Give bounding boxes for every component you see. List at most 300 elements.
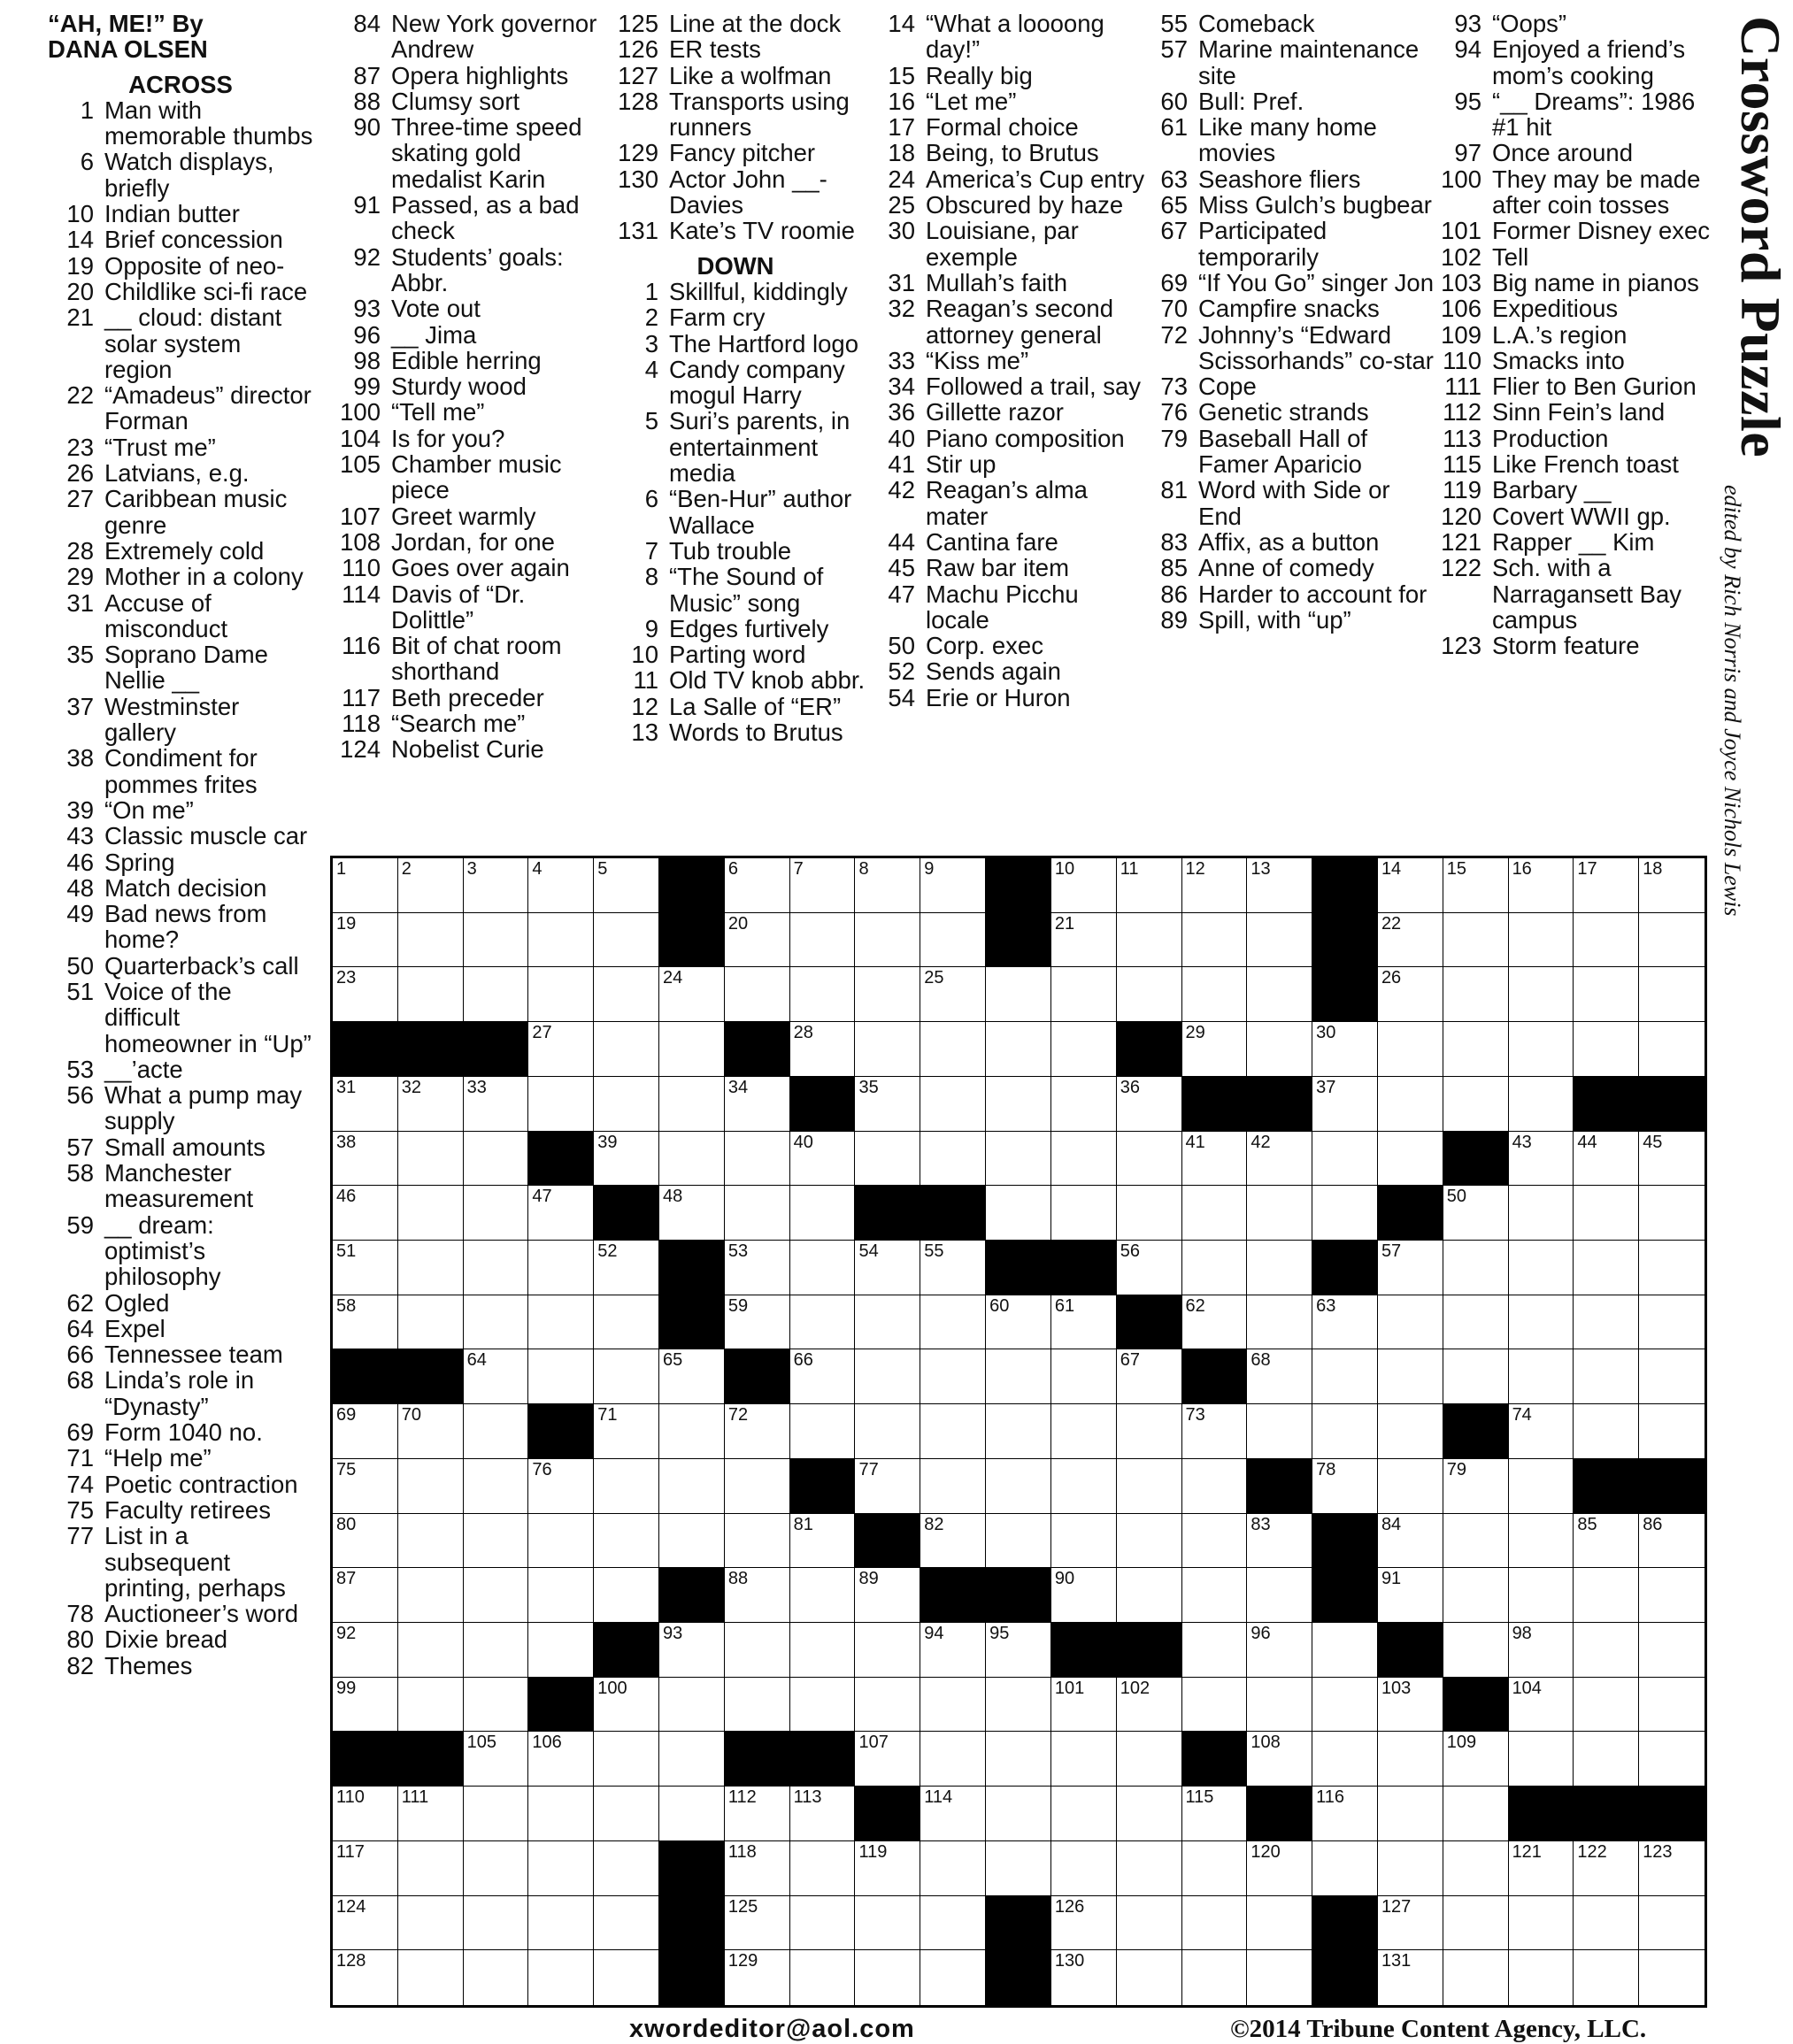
grid-cell[interactable]: [855, 858, 920, 913]
grid-cell[interactable]: [725, 858, 790, 913]
grid-cell[interactable]: [594, 1459, 659, 1514]
grid-cell[interactable]: [1051, 1077, 1117, 1132]
grid-cell[interactable]: [594, 1841, 659, 1896]
grid-cell[interactable]: [398, 1295, 464, 1350]
grid-cell[interactable]: [986, 1623, 1051, 1678]
grid-cell[interactable]: [790, 858, 856, 913]
grid-cell[interactable]: [659, 1404, 725, 1459]
grid-cell[interactable]: [333, 967, 398, 1022]
grid-cell[interactable]: [1247, 1568, 1312, 1623]
grid-cell[interactable]: [1443, 967, 1509, 1022]
grid-cell[interactable]: [725, 1132, 790, 1187]
grid-cell[interactable]: [1639, 967, 1705, 1022]
grid-cell[interactable]: [659, 1787, 725, 1841]
grid-cell[interactable]: [1117, 1404, 1182, 1459]
grid-cell[interactable]: [920, 1787, 986, 1841]
grid-cell[interactable]: [1247, 1132, 1312, 1187]
grid-cell[interactable]: [1051, 1514, 1117, 1569]
grid-cell[interactable]: [1378, 1349, 1443, 1404]
grid-cell[interactable]: [1574, 1186, 1639, 1241]
grid-cell[interactable]: [725, 1896, 790, 1951]
grid-cell[interactable]: [1051, 858, 1117, 913]
grid-cell[interactable]: [1051, 1787, 1117, 1841]
grid-cell[interactable]: [725, 1514, 790, 1569]
grid-cell[interactable]: [986, 1132, 1051, 1187]
grid-cell[interactable]: [1574, 1896, 1639, 1951]
grid-cell[interactable]: [855, 1623, 920, 1678]
grid-cell[interactable]: [1639, 1678, 1705, 1733]
grid-cell[interactable]: [528, 1186, 594, 1241]
grid-cell[interactable]: [1051, 1459, 1117, 1514]
grid-cell[interactable]: [986, 1732, 1051, 1787]
grid-cell[interactable]: [464, 1186, 529, 1241]
grid-cell[interactable]: [1182, 1787, 1248, 1841]
grid-cell[interactable]: [1639, 1186, 1705, 1241]
grid-cell[interactable]: [659, 1132, 725, 1187]
grid-cell[interactable]: [1443, 1514, 1509, 1569]
grid-cell[interactable]: [1247, 858, 1312, 913]
grid-cell[interactable]: [1117, 1459, 1182, 1514]
grid-cell[interactable]: [1574, 1732, 1639, 1787]
grid-cell[interactable]: [855, 1022, 920, 1077]
grid-cell[interactable]: [594, 1132, 659, 1187]
grid-cell[interactable]: [790, 1896, 856, 1951]
grid-cell[interactable]: [398, 1896, 464, 1951]
grid-cell[interactable]: [1247, 1623, 1312, 1678]
grid-cell[interactable]: [790, 967, 856, 1022]
grid-cell[interactable]: [1247, 1349, 1312, 1404]
grid-cell[interactable]: [920, 967, 986, 1022]
grid-cell[interactable]: [1443, 1022, 1509, 1077]
grid-cell[interactable]: [1639, 1404, 1705, 1459]
grid-cell[interactable]: [528, 1514, 594, 1569]
grid-cell[interactable]: [1509, 1459, 1574, 1514]
grid-cell[interactable]: [594, 1022, 659, 1077]
grid-cell[interactable]: [398, 1077, 464, 1132]
grid-cell[interactable]: [1182, 1678, 1248, 1733]
grid-cell[interactable]: [333, 1678, 398, 1733]
grid-cell[interactable]: [725, 1950, 790, 2005]
grid-cell[interactable]: [1639, 1732, 1705, 1787]
grid-cell[interactable]: [855, 1349, 920, 1404]
grid-cell[interactable]: [1051, 1896, 1117, 1951]
grid-cell[interactable]: [1117, 1349, 1182, 1404]
grid-cell[interactable]: [1378, 1404, 1443, 1459]
grid-cell[interactable]: [1509, 913, 1574, 968]
grid-cell[interactable]: [528, 1295, 594, 1350]
grid-cell[interactable]: [855, 1732, 920, 1787]
grid-cell[interactable]: [333, 913, 398, 968]
grid-cell[interactable]: [594, 1514, 659, 1569]
grid-cell[interactable]: [1574, 1568, 1639, 1623]
grid-cell[interactable]: [790, 1349, 856, 1404]
grid-cell[interactable]: [659, 1678, 725, 1733]
grid-cell[interactable]: [333, 1077, 398, 1132]
grid-cell[interactable]: [1378, 1841, 1443, 1896]
grid-cell[interactable]: [333, 1459, 398, 1514]
grid-cell[interactable]: [1509, 1186, 1574, 1241]
grid-cell[interactable]: [1574, 858, 1639, 913]
grid-cell[interactable]: [920, 1295, 986, 1350]
grid-cell[interactable]: [1574, 1404, 1639, 1459]
grid-cell[interactable]: [1443, 1241, 1509, 1295]
grid-cell[interactable]: [920, 1022, 986, 1077]
grid-cell[interactable]: [464, 1459, 529, 1514]
grid-cell[interactable]: [1378, 1896, 1443, 1951]
grid-cell[interactable]: [1443, 1841, 1509, 1896]
grid-cell[interactable]: [1117, 1678, 1182, 1733]
grid-cell[interactable]: [1378, 1568, 1443, 1623]
grid-cell[interactable]: [920, 1077, 986, 1132]
grid-cell[interactable]: [594, 1349, 659, 1404]
grid-cell[interactable]: [528, 1841, 594, 1896]
grid-cell[interactable]: [855, 1841, 920, 1896]
grid-cell[interactable]: [398, 913, 464, 968]
grid-cell[interactable]: [528, 1950, 594, 2005]
grid-cell[interactable]: [725, 1295, 790, 1350]
grid-cell[interactable]: [1247, 1514, 1312, 1569]
grid-cell[interactable]: [1312, 1022, 1378, 1077]
grid-cell[interactable]: [1312, 1841, 1378, 1896]
grid-cell[interactable]: [1574, 1241, 1639, 1295]
grid-cell[interactable]: [528, 1241, 594, 1295]
grid-cell[interactable]: [855, 1459, 920, 1514]
grid-cell[interactable]: [528, 1459, 594, 1514]
grid-cell[interactable]: [1182, 1132, 1248, 1187]
grid-cell[interactable]: [464, 1132, 529, 1187]
grid-cell[interactable]: [1639, 1241, 1705, 1295]
grid-cell[interactable]: [1247, 967, 1312, 1022]
grid-cell[interactable]: [1312, 1459, 1378, 1514]
grid-cell[interactable]: [725, 1241, 790, 1295]
grid-cell[interactable]: [1639, 858, 1705, 913]
grid-cell[interactable]: [986, 1404, 1051, 1459]
grid-cell[interactable]: [1378, 1787, 1443, 1841]
grid-cell[interactable]: [1574, 1022, 1639, 1077]
grid-cell[interactable]: [1639, 1896, 1705, 1951]
grid-cell[interactable]: [1182, 967, 1248, 1022]
grid-cell[interactable]: [1182, 1241, 1248, 1295]
grid-cell[interactable]: [1443, 1349, 1509, 1404]
grid-cell[interactable]: [1378, 1459, 1443, 1514]
grid-cell[interactable]: [464, 1349, 529, 1404]
grid-cell[interactable]: [528, 1022, 594, 1077]
grid-cell[interactable]: [333, 1514, 398, 1569]
grid-cell[interactable]: [594, 1950, 659, 2005]
grid-cell[interactable]: [790, 1404, 856, 1459]
grid-cell[interactable]: [1182, 913, 1248, 968]
grid-cell[interactable]: [1312, 1132, 1378, 1187]
grid-cell[interactable]: [594, 1404, 659, 1459]
grid-cell[interactable]: [1378, 1732, 1443, 1787]
grid-cell[interactable]: [1117, 1896, 1182, 1951]
grid-cell[interactable]: [920, 1950, 986, 2005]
grid-cell[interactable]: [1509, 1568, 1574, 1623]
grid-cell[interactable]: [725, 1568, 790, 1623]
grid-cell[interactable]: [1051, 1404, 1117, 1459]
grid-cell[interactable]: [1051, 1132, 1117, 1187]
grid-cell[interactable]: [855, 1241, 920, 1295]
grid-cell[interactable]: [1051, 1841, 1117, 1896]
grid-cell[interactable]: [855, 1568, 920, 1623]
grid-cell[interactable]: [1051, 1349, 1117, 1404]
grid-cell[interactable]: [398, 1404, 464, 1459]
grid-cell[interactable]: [725, 1678, 790, 1733]
grid-cell[interactable]: [1443, 1732, 1509, 1787]
grid-cell[interactable]: [986, 1295, 1051, 1350]
grid-cell[interactable]: [920, 1896, 986, 1951]
grid-cell[interactable]: [1117, 967, 1182, 1022]
grid-cell[interactable]: [790, 913, 856, 968]
grid-cell[interactable]: [1051, 1568, 1117, 1623]
grid-cell[interactable]: [1247, 1841, 1312, 1896]
grid-cell[interactable]: [594, 1787, 659, 1841]
grid-cell[interactable]: [1117, 1732, 1182, 1787]
grid-cell[interactable]: [725, 1787, 790, 1841]
grid-cell[interactable]: [1182, 858, 1248, 913]
grid-cell[interactable]: [659, 1077, 725, 1132]
grid-cell[interactable]: [1117, 913, 1182, 968]
grid-cell[interactable]: [1509, 1295, 1574, 1350]
grid-cell[interactable]: [725, 1186, 790, 1241]
grid-cell[interactable]: [1312, 1678, 1378, 1733]
grid-cell[interactable]: [1312, 1732, 1378, 1787]
grid-cell[interactable]: [1312, 1077, 1378, 1132]
grid-cell[interactable]: [1509, 1896, 1574, 1951]
grid-cell[interactable]: [1509, 967, 1574, 1022]
grid-cell[interactable]: [1443, 1459, 1509, 1514]
grid-cell[interactable]: [333, 1241, 398, 1295]
grid-cell[interactable]: [528, 1349, 594, 1404]
grid-cell[interactable]: [1378, 858, 1443, 913]
grid-cell[interactable]: [1051, 1678, 1117, 1733]
grid-cell[interactable]: [1247, 1022, 1312, 1077]
grid-cell[interactable]: [1509, 1841, 1574, 1896]
grid-cell[interactable]: [1509, 1950, 1574, 2005]
grid-cell[interactable]: [594, 1896, 659, 1951]
grid-cell[interactable]: [333, 1787, 398, 1841]
grid-cell[interactable]: [1117, 1514, 1182, 1569]
grid-cell[interactable]: [659, 1732, 725, 1787]
grid-cell[interactable]: [398, 1568, 464, 1623]
grid-cell[interactable]: [1051, 1732, 1117, 1787]
grid-cell[interactable]: [986, 967, 1051, 1022]
grid-cell[interactable]: [333, 858, 398, 913]
grid-cell[interactable]: [1117, 1950, 1182, 2005]
grid-cell[interactable]: [1639, 1841, 1705, 1896]
grid-cell[interactable]: [1509, 858, 1574, 913]
grid-cell[interactable]: [986, 1678, 1051, 1733]
grid-cell[interactable]: [790, 1186, 856, 1241]
grid-cell[interactable]: [1182, 1404, 1248, 1459]
grid-cell[interactable]: [1182, 1841, 1248, 1896]
grid-cell[interactable]: [528, 967, 594, 1022]
grid-cell[interactable]: [790, 1022, 856, 1077]
grid-cell[interactable]: [790, 1950, 856, 2005]
grid-cell[interactable]: [1182, 1295, 1248, 1350]
grid-cell[interactable]: [1509, 1241, 1574, 1295]
grid-cell[interactable]: [464, 1896, 529, 1951]
grid-cell[interactable]: [725, 913, 790, 968]
grid-cell[interactable]: [725, 1623, 790, 1678]
grid-cell[interactable]: [1378, 1514, 1443, 1569]
grid-cell[interactable]: [790, 1241, 856, 1295]
grid-cell[interactable]: [1117, 1787, 1182, 1841]
grid-cell[interactable]: [1378, 967, 1443, 1022]
grid-cell[interactable]: [464, 1295, 529, 1350]
grid-cell[interactable]: [1509, 1349, 1574, 1404]
grid-cell[interactable]: [398, 1186, 464, 1241]
grid-cell[interactable]: [398, 1787, 464, 1841]
grid-cell[interactable]: [333, 1568, 398, 1623]
grid-cell[interactable]: [1574, 1950, 1639, 2005]
grid-cell[interactable]: [1639, 1132, 1705, 1187]
grid-cell[interactable]: [464, 1404, 529, 1459]
grid-cell[interactable]: [1117, 1241, 1182, 1295]
grid-cell[interactable]: [725, 1404, 790, 1459]
grid-cell[interactable]: [790, 1678, 856, 1733]
grid-cell[interactable]: [659, 1022, 725, 1077]
grid-cell[interactable]: [1509, 1077, 1574, 1132]
grid-cell[interactable]: [1051, 1295, 1117, 1350]
grid-cell[interactable]: [464, 1568, 529, 1623]
grid-cell[interactable]: [659, 1459, 725, 1514]
grid-cell[interactable]: [790, 1841, 856, 1896]
grid-cell[interactable]: [1378, 1950, 1443, 2005]
grid-cell[interactable]: [790, 1568, 856, 1623]
grid-cell[interactable]: [725, 967, 790, 1022]
grid-cell[interactable]: [1378, 1241, 1443, 1295]
grid-cell[interactable]: [986, 1787, 1051, 1841]
grid-cell[interactable]: [920, 1678, 986, 1733]
grid-cell[interactable]: [594, 913, 659, 968]
grid-cell[interactable]: [464, 1514, 529, 1569]
grid-cell[interactable]: [855, 967, 920, 1022]
grid-cell[interactable]: [1574, 913, 1639, 968]
grid-cell[interactable]: [1378, 1132, 1443, 1187]
footer-email[interactable]: xwordeditor@aol.com: [629, 2015, 915, 2043]
grid-cell[interactable]: [1639, 1623, 1705, 1678]
grid-cell[interactable]: [855, 1077, 920, 1132]
grid-cell[interactable]: [920, 1623, 986, 1678]
grid-cell[interactable]: [1117, 1077, 1182, 1132]
grid-cell[interactable]: [1509, 1678, 1574, 1733]
grid-cell[interactable]: [986, 1459, 1051, 1514]
grid-cell[interactable]: [920, 1132, 986, 1187]
grid-cell[interactable]: [528, 858, 594, 913]
grid-cell[interactable]: [464, 1623, 529, 1678]
grid-cell[interactable]: [464, 1732, 529, 1787]
grid-cell[interactable]: [920, 1241, 986, 1295]
grid-cell[interactable]: [1639, 1022, 1705, 1077]
grid-cell[interactable]: [1247, 1186, 1312, 1241]
grid-cell[interactable]: [855, 1295, 920, 1350]
grid-cell[interactable]: [528, 1787, 594, 1841]
grid-cell[interactable]: [528, 1623, 594, 1678]
grid-cell[interactable]: [725, 1841, 790, 1896]
grid-cell[interactable]: [1182, 1950, 1248, 2005]
grid-cell[interactable]: [1247, 1241, 1312, 1295]
grid-cell[interactable]: [464, 967, 529, 1022]
grid-cell[interactable]: [398, 1514, 464, 1569]
grid-cell[interactable]: [1051, 1186, 1117, 1241]
grid-cell[interactable]: [1378, 1678, 1443, 1733]
grid-cell[interactable]: [986, 1077, 1051, 1132]
grid-cell[interactable]: [725, 1077, 790, 1132]
grid-cell[interactable]: [1051, 1950, 1117, 2005]
grid-cell[interactable]: [1117, 1568, 1182, 1623]
grid-cell[interactable]: [528, 1732, 594, 1787]
grid-cell[interactable]: [1117, 1186, 1182, 1241]
grid-cell[interactable]: [1312, 1295, 1378, 1350]
grid-cell[interactable]: [920, 913, 986, 968]
grid-cell[interactable]: [790, 1514, 856, 1569]
grid-cell[interactable]: [855, 1896, 920, 1951]
grid-cell[interactable]: [1574, 1349, 1639, 1404]
grid-cell[interactable]: [1051, 1022, 1117, 1077]
grid-cell[interactable]: [1182, 1186, 1248, 1241]
grid-cell[interactable]: [1182, 1623, 1248, 1678]
grid-cell[interactable]: [594, 1241, 659, 1295]
grid-cell[interactable]: [398, 1678, 464, 1733]
grid-cell[interactable]: [920, 1841, 986, 1896]
grid-cell[interactable]: [986, 1349, 1051, 1404]
grid-cell[interactable]: [594, 967, 659, 1022]
grid-cell[interactable]: [659, 1623, 725, 1678]
grid-cell[interactable]: [1443, 1568, 1509, 1623]
grid-cell[interactable]: [398, 1459, 464, 1514]
grid-cell[interactable]: [333, 1295, 398, 1350]
grid-cell[interactable]: [986, 1186, 1051, 1241]
grid-cell[interactable]: [1574, 1295, 1639, 1350]
grid-cell[interactable]: [333, 1186, 398, 1241]
grid-cell[interactable]: [1443, 1186, 1509, 1241]
grid-cell[interactable]: [986, 1022, 1051, 1077]
grid-cell[interactable]: [464, 1950, 529, 2005]
grid-cell[interactable]: [855, 1404, 920, 1459]
grid-cell[interactable]: [790, 1623, 856, 1678]
grid-cell[interactable]: [790, 1787, 856, 1841]
grid-cell[interactable]: [398, 1241, 464, 1295]
grid-cell[interactable]: [528, 1568, 594, 1623]
grid-cell[interactable]: [1312, 1787, 1378, 1841]
grid-cell[interactable]: [1378, 1077, 1443, 1132]
grid-cell[interactable]: [1574, 1678, 1639, 1733]
grid-cell[interactable]: [659, 967, 725, 1022]
grid-cell[interactable]: [333, 1841, 398, 1896]
grid-cell[interactable]: [1182, 1514, 1248, 1569]
grid-cell[interactable]: [1182, 1568, 1248, 1623]
grid-cell[interactable]: [594, 1077, 659, 1132]
grid-cell[interactable]: [1443, 858, 1509, 913]
grid-cell[interactable]: [528, 1896, 594, 1951]
grid-cell[interactable]: [1443, 1623, 1509, 1678]
grid-cell[interactable]: [1247, 1295, 1312, 1350]
grid-cell[interactable]: [1247, 1950, 1312, 2005]
grid-cell[interactable]: [594, 1732, 659, 1787]
grid-cell[interactable]: [594, 858, 659, 913]
grid-cell[interactable]: [855, 1678, 920, 1733]
grid-cell[interactable]: [1182, 1022, 1248, 1077]
grid-cell[interactable]: [1247, 1678, 1312, 1733]
grid-cell[interactable]: [986, 1841, 1051, 1896]
grid-cell[interactable]: [1639, 1514, 1705, 1569]
grid-cell[interactable]: [594, 1568, 659, 1623]
grid-cell[interactable]: [1574, 967, 1639, 1022]
grid-cell[interactable]: [1443, 1787, 1509, 1841]
grid-cell[interactable]: [398, 1132, 464, 1187]
grid-cell[interactable]: [1312, 1186, 1378, 1241]
